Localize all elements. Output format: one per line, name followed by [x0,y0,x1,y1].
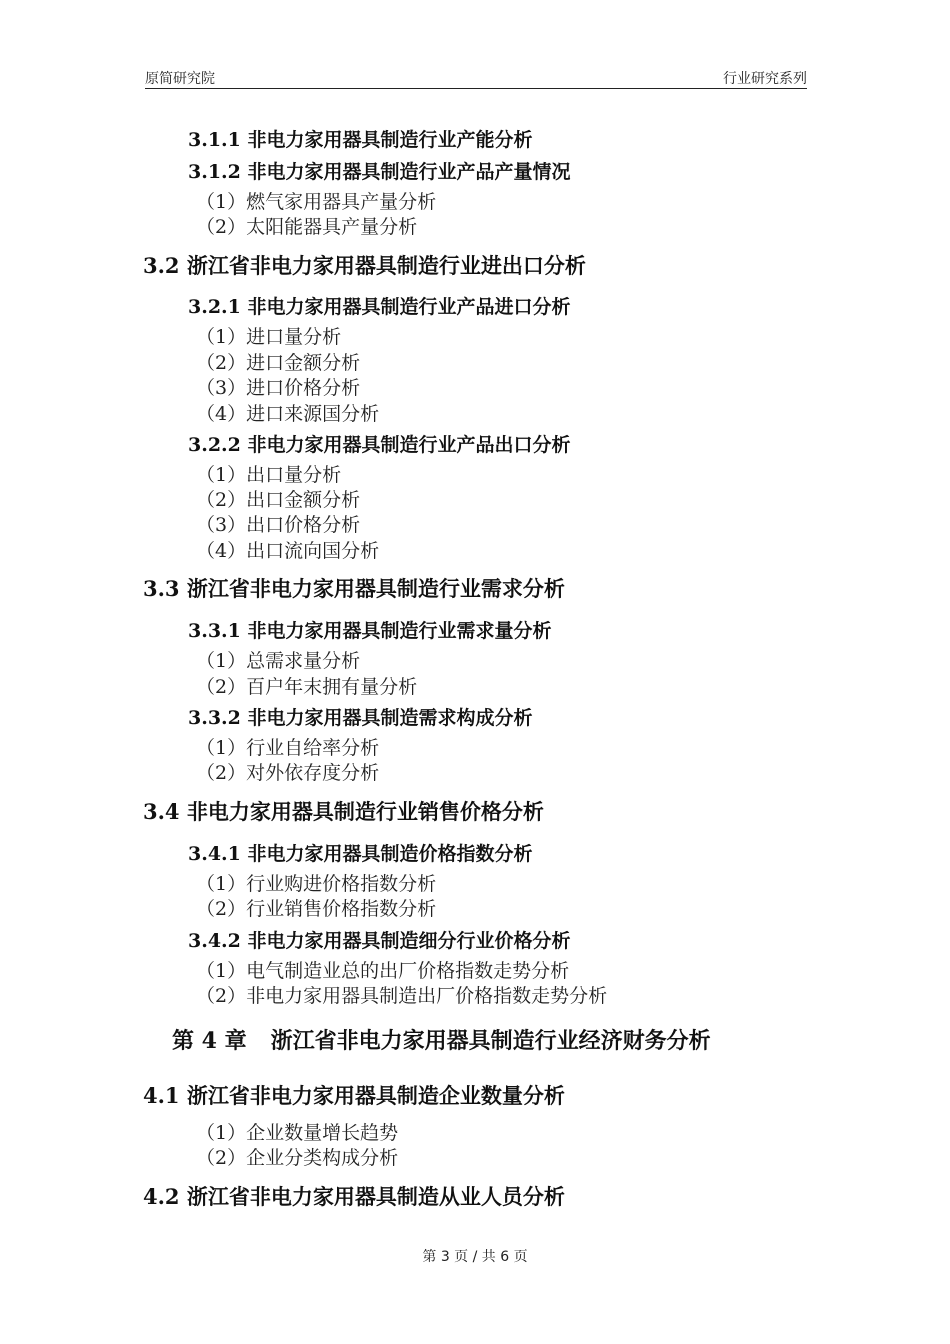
toc-item: （2）企业分类构成分析 [196,1147,399,1169]
toc-item: （1）燃气家用器具产量分析 [196,191,437,213]
toc-item: （1）总需求量分析 [196,650,361,672]
chapter-number: 第 4 章 [172,1028,247,1054]
chapter-title: 浙江省非电力家用器具制造行业经济财务分析 [270,1028,711,1054]
toc-section: 3.4 非电力家用器具制造行业销售价格分析 [143,799,544,824]
toc-section: 4.1 浙江省非电力家用器具制造企业数量分析 [143,1083,565,1108]
toc-subsection: 3.2.2 非电力家用器具制造行业产品出口分析 [188,434,571,456]
toc-subsection: 3.1.2 非电力家用器具制造行业产品产量情况 [188,161,571,183]
toc-item: （1）行业购进价格指数分析 [196,873,437,895]
toc-item: （4）进口来源国分析 [196,403,380,425]
toc-subsection: 3.3.2 非电力家用器具制造需求构成分析 [188,707,533,729]
header-series: 行业研究系列 [723,71,807,87]
chapter-heading [172,1024,711,1055]
toc-item: （4）出口流向国分析 [196,540,380,562]
toc-item: （1）行业自给率分析 [196,737,380,759]
toc-item: （2）对外依存度分析 [196,762,380,784]
toc-item: （1）出口量分析 [196,464,342,486]
toc-item: （2）出口金额分析 [196,489,361,511]
toc-section: 4.2 浙江省非电力家用器具制造从业人员分析 [143,1184,565,1209]
toc-item: （1）进口量分析 [196,326,342,348]
toc-subsection: 3.2.1 非电力家用器具制造行业产品进口分析 [188,296,571,318]
toc-item: （2）进口金额分析 [196,352,361,374]
toc-subsection: 3.4.2 非电力家用器具制造细分行业价格分析 [188,930,571,952]
toc-item: （1）电气制造业总的出厂价格指数走势分析 [196,960,570,982]
toc-item: （3）进口价格分析 [196,377,361,399]
toc-item: （2）非电力家用器具制造出厂价格指数走势分析 [196,985,608,1007]
toc-item: （2）行业销售价格指数分析 [196,898,437,920]
header-org: 原简研究院 [145,71,215,87]
toc-subsection: 3.1.1 非电力家用器具制造行业产能分析 [188,129,533,151]
toc-subsection: 3.4.1 非电力家用器具制造价格指数分析 [188,843,533,865]
toc-section: 3.2 浙江省非电力家用器具制造行业进出口分析 [143,253,586,278]
toc-item: （2）百户年末拥有量分析 [196,676,418,698]
toc-subsection: 3.3.1 非电力家用器具制造行业需求量分析 [188,620,552,642]
toc-item: （3）出口价格分析 [196,514,361,536]
toc-item: （1）企业数量增长趋势 [196,1122,399,1144]
page-number: 第 3 页 / 共 6 页 [422,1249,528,1265]
toc-section: 3.3 浙江省非电力家用器具制造行业需求分析 [143,576,565,601]
toc-item: （2）太阳能器具产量分析 [196,216,418,238]
